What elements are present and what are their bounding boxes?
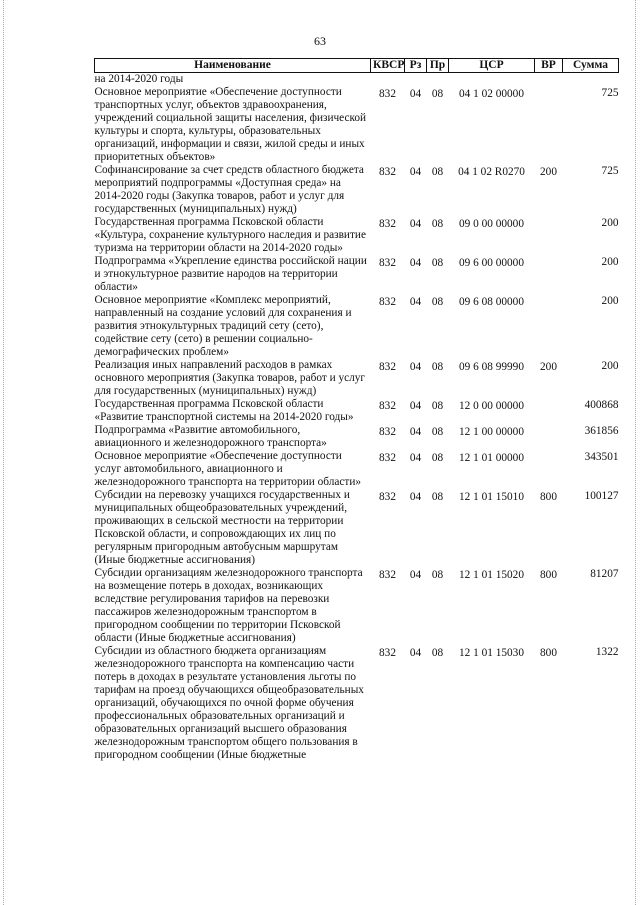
cell-vr: 800 [540,491,557,503]
cell-sum: 200 [601,217,619,229]
cell-rz: 04 [409,426,422,438]
cell-pr: 08 [431,257,444,269]
cell-vr: 200 [540,361,557,373]
header-csr: ЦСР [449,59,535,73]
header-sum: Сумма [563,59,619,73]
binding-edge-left [3,0,6,905]
cell-sum: 81207 [590,568,619,580]
cell-name: Основное мероприятие «Комплекс мероприятий, направленный на создание условий для сохранения и развития этнокультурных традиций сету (сето), содействие сету (сето) в решении социально-демографических проблем» [94,294,352,358]
cell-name: Субсидии на перевозку учащихся государственных и муниципальных общеобразовательных учреждений, проживающих в сельской местности на территории Псковской области, и сопровождающих их лиц по регулярным пригородным автобусным маршрутам (Иные бюджетные ассигнования) [94,489,350,566]
cell-pr: 08 [431,426,444,438]
cell-sum: 200 [601,360,619,372]
cell-csr: 12 1 01 00000 [459,452,524,464]
cell-vr: 200 [540,166,557,178]
cell-csr: 04 1 02 00000 [459,88,524,100]
table-row [95,73,619,87]
cell-sum: 343501 [584,451,619,463]
table-row [95,567,619,645]
cell-csr [449,73,535,87]
cell-name: на 2014-2020 годы [94,73,184,85]
cell-rz: 04 [409,569,422,581]
cell-rz: 04 [409,400,422,412]
cell-kvsr: 832 [379,218,396,230]
cell-pr: 08 [431,491,444,503]
page-number: 63 [314,34,326,48]
cell-name: Государственная программа Псковской области «Развитие транспортной системы на 2014-2020 годы» [94,398,354,423]
cell-vr [535,255,563,294]
cell-rz: 04 [409,296,422,308]
cell-sum: 200 [601,295,619,307]
table-row [95,645,619,762]
cell-rz: 04 [409,491,422,503]
cell-sum: 1322 [595,646,619,658]
cell-kvsr: 832 [379,569,396,581]
cell-name: Подпрограмма «Укрепление единства российской нации и этнокультурное развитие народов на территории области» [94,255,367,293]
cell-rz: 04 [409,88,422,100]
cell-kvsr: 832 [379,88,396,100]
table-row [95,489,619,567]
cell-pr: 08 [431,569,444,581]
cell-rz: 04 [409,257,422,269]
cell-rz: 04 [409,647,422,659]
cell-kvsr: 832 [379,361,396,373]
cell-sum: 200 [601,256,619,268]
cell-kvsr: 832 [379,257,396,269]
header-name: Наименование [95,59,371,73]
cell-vr: 800 [540,647,557,659]
cell-rz: 04 [409,452,422,464]
cell-csr: 09 6 08 99990 [459,361,524,373]
cell-kvsr: 832 [379,400,396,412]
cell-pr: 08 [431,400,444,412]
header-kvsr: КВСР [371,59,405,73]
table-body [95,73,619,763]
cell-csr: 09 6 00 00000 [459,257,524,269]
cell-pr: 08 [431,218,444,230]
cell-vr [535,450,563,489]
table-row [95,255,619,294]
table-row [95,359,619,398]
cell-name: Субсидии из областного бюджета организациям железнодорожного транспорта на компенсацию части потерь в доходах в результате установления льготы по тарифам на проезд обучающихся общеобразовательных организаций, обучающихся по очной форме обучения профессиональных образовательных организаций и образовательных организаций высшего образования железнодорожным транспортом общего пользования в пригородном сообщении (Иные бюджетные [94,645,364,761]
binding-edge-right [635,0,638,905]
cell-name: Реализация иных направлений расходов в рамках основного мероприятия (Закупка товаров, работ и услуг для государственных (муниципальных) нужд) [94,359,366,397]
cell-vr [535,216,563,255]
cell-vr: 800 [540,569,557,581]
cell-kvsr: 832 [379,426,396,438]
cell-csr: 12 1 01 15030 [459,647,524,659]
header-vr: ВР [535,59,563,73]
table-header [95,59,619,73]
budget-table [94,58,619,762]
cell-pr: 08 [431,647,444,659]
cell-sum: 400868 [584,399,619,411]
cell-name: Подпрограмма «Развитие автомобильного, авиационного и железнодорожного транспорта» [94,424,327,449]
cell-pr: 08 [431,166,444,178]
table-row [95,450,619,489]
cell-sum: 361856 [584,425,619,437]
cell-pr [427,73,449,87]
cell-pr: 08 [431,88,444,100]
header-rz: Рз [405,59,427,73]
cell-kvsr: 832 [379,296,396,308]
cell-vr [535,424,563,450]
table-row [95,398,619,424]
cell-vr [535,73,563,87]
table-row [95,424,619,450]
cell-pr: 08 [431,452,444,464]
cell-rz: 04 [409,218,422,230]
cell-csr: 04 1 02 R0270 [458,166,525,178]
table-row [95,216,619,255]
cell-csr: 12 1 01 15020 [459,569,524,581]
cell-kvsr: 832 [379,647,396,659]
cell-name: Основное мероприятие «Обеспечение доступности услуг автомобильного, авиационного и железнодорожного транспорта на территории области» [94,450,362,488]
cell-name: Основное мероприятие «Обеспечение доступности транспортных услуг, объектов здравоохранения, учреждений социальной защиты населения, физической культуры и спорта, культуры, образовательных организаций, информации и связи, жилой среды и иных приоритетных объектов» [94,86,367,163]
cell-rz: 04 [409,361,422,373]
cell-kvsr [371,73,405,87]
cell-csr: 09 6 08 00000 [459,296,524,308]
cell-rz: 04 [409,166,422,178]
cell-csr: 12 1 00 00000 [459,426,524,438]
cell-sum: 100127 [584,490,619,502]
cell-name: Субсидии организациям железнодорожного транспорта на возмещение потерь в доходах, возникающих вследствие регулирования тарифов на перевозки пассажиров железнодорожным транспортом в пригородном сообщении по территории Псковской области (Иные бюджетные ассигнования) [94,567,363,644]
cell-pr: 08 [431,296,444,308]
table-row [95,164,619,216]
cell-vr [535,294,563,359]
header-pr: Пр [427,59,449,73]
table-row [95,294,619,359]
cell-vr [535,86,563,164]
cell-sum: 725 [601,165,619,177]
cell-csr: 12 0 00 00000 [459,400,524,412]
cell-vr [535,398,563,424]
cell-kvsr: 832 [379,491,396,503]
cell-name: Софинансирование за счет средств областного бюджета мероприятий подпрограммы «Доступная среда» на 2014-2020 годы (Закупка товаров, работ и услуг для государственных (муниципальных) нужд) [94,164,364,215]
cell-rz [405,73,427,87]
cell-sum: 725 [601,87,619,99]
cell-kvsr: 832 [379,452,396,464]
cell-pr: 08 [431,361,444,373]
cell-name: Государственная программа Псковской области «Культура, сохранение культурного наследия и развитие туризма на территории области на 2014-2020 годы» [94,216,366,254]
cell-kvsr: 832 [379,166,396,178]
cell-csr: 12 1 01 15010 [459,491,524,503]
cell-sum [563,73,619,87]
cell-csr: 09 0 00 00000 [459,218,524,230]
table-row [95,86,619,164]
